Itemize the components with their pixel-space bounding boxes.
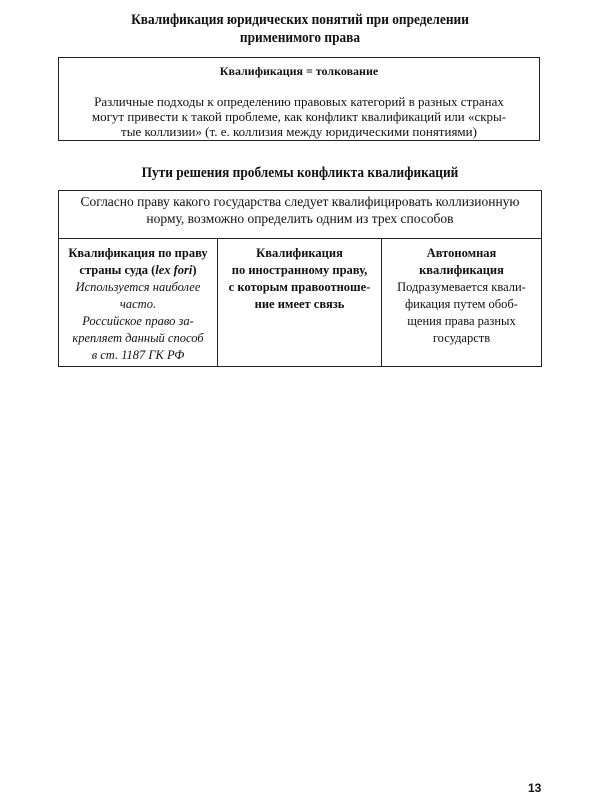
method-heading-line: ние имеет связь <box>254 297 345 311</box>
method-note-line: Используется наиболее <box>75 280 201 294</box>
method-heading-line: Квалификация по праву <box>68 246 208 260</box>
page-title <box>79 11 521 47</box>
section-title: Пути решения проблемы конфликта квалификаций <box>141 165 459 181</box>
method-text-line: государств <box>432 331 491 345</box>
definition-text-line: тые коллизии» (т. е. коллизия между юридическими понятиями) <box>121 124 477 139</box>
method-heading-line: Квалификация <box>256 246 343 260</box>
solutions-intro-line: норму, возможно определить одним из трех способов <box>146 211 454 226</box>
method-text-line: щения права разных <box>407 314 516 328</box>
definition-text-line: Различные подходы к определению правовых категорий в разных странах <box>94 94 504 109</box>
method-heading-text: страны суда ( <box>79 263 156 277</box>
solutions-intro <box>59 191 541 239</box>
method-heading-line <box>59 262 217 279</box>
method-text-line: фикация путем обоб- <box>405 297 518 311</box>
page-title-line: применимого права <box>239 30 361 46</box>
method-heading-line: Автономная <box>426 246 497 260</box>
method-autonomous <box>382 239 541 366</box>
definition-text <box>65 94 533 139</box>
method-text-line: Подразумевается квали- <box>397 280 526 294</box>
method-heading-line: с которым правоотноше- <box>228 280 371 294</box>
method-heading-close: ) <box>192 263 197 277</box>
method-heading-line: квалификация <box>419 263 504 277</box>
solutions-intro-line: Согласно праву какого государства следует квалифицировать коллизионную <box>80 194 520 209</box>
method-note-line: в ст. 1187 ГК РФ <box>91 348 185 362</box>
method-foreign-law <box>218 239 382 366</box>
page-number: 13 <box>528 781 542 795</box>
definition-title: Квалификация = толкование <box>219 64 379 78</box>
solutions-table <box>58 190 542 367</box>
definition-box <box>58 57 540 141</box>
page-title-line: Квалификация юридических понятий при определении <box>131 12 469 28</box>
definition-text-line: могут привести к такой проблеме, как конфликт квалификаций или «скры- <box>91 109 507 124</box>
method-note-line: крепляет данный способ <box>72 331 204 345</box>
method-heading-line: по иностранному праву, <box>231 263 368 277</box>
method-note-line: Российское право за- <box>82 314 194 328</box>
method-note-line: часто. <box>119 297 157 311</box>
method-lex-fori <box>59 239 218 366</box>
lex-fori-term: lex fori <box>155 263 193 277</box>
